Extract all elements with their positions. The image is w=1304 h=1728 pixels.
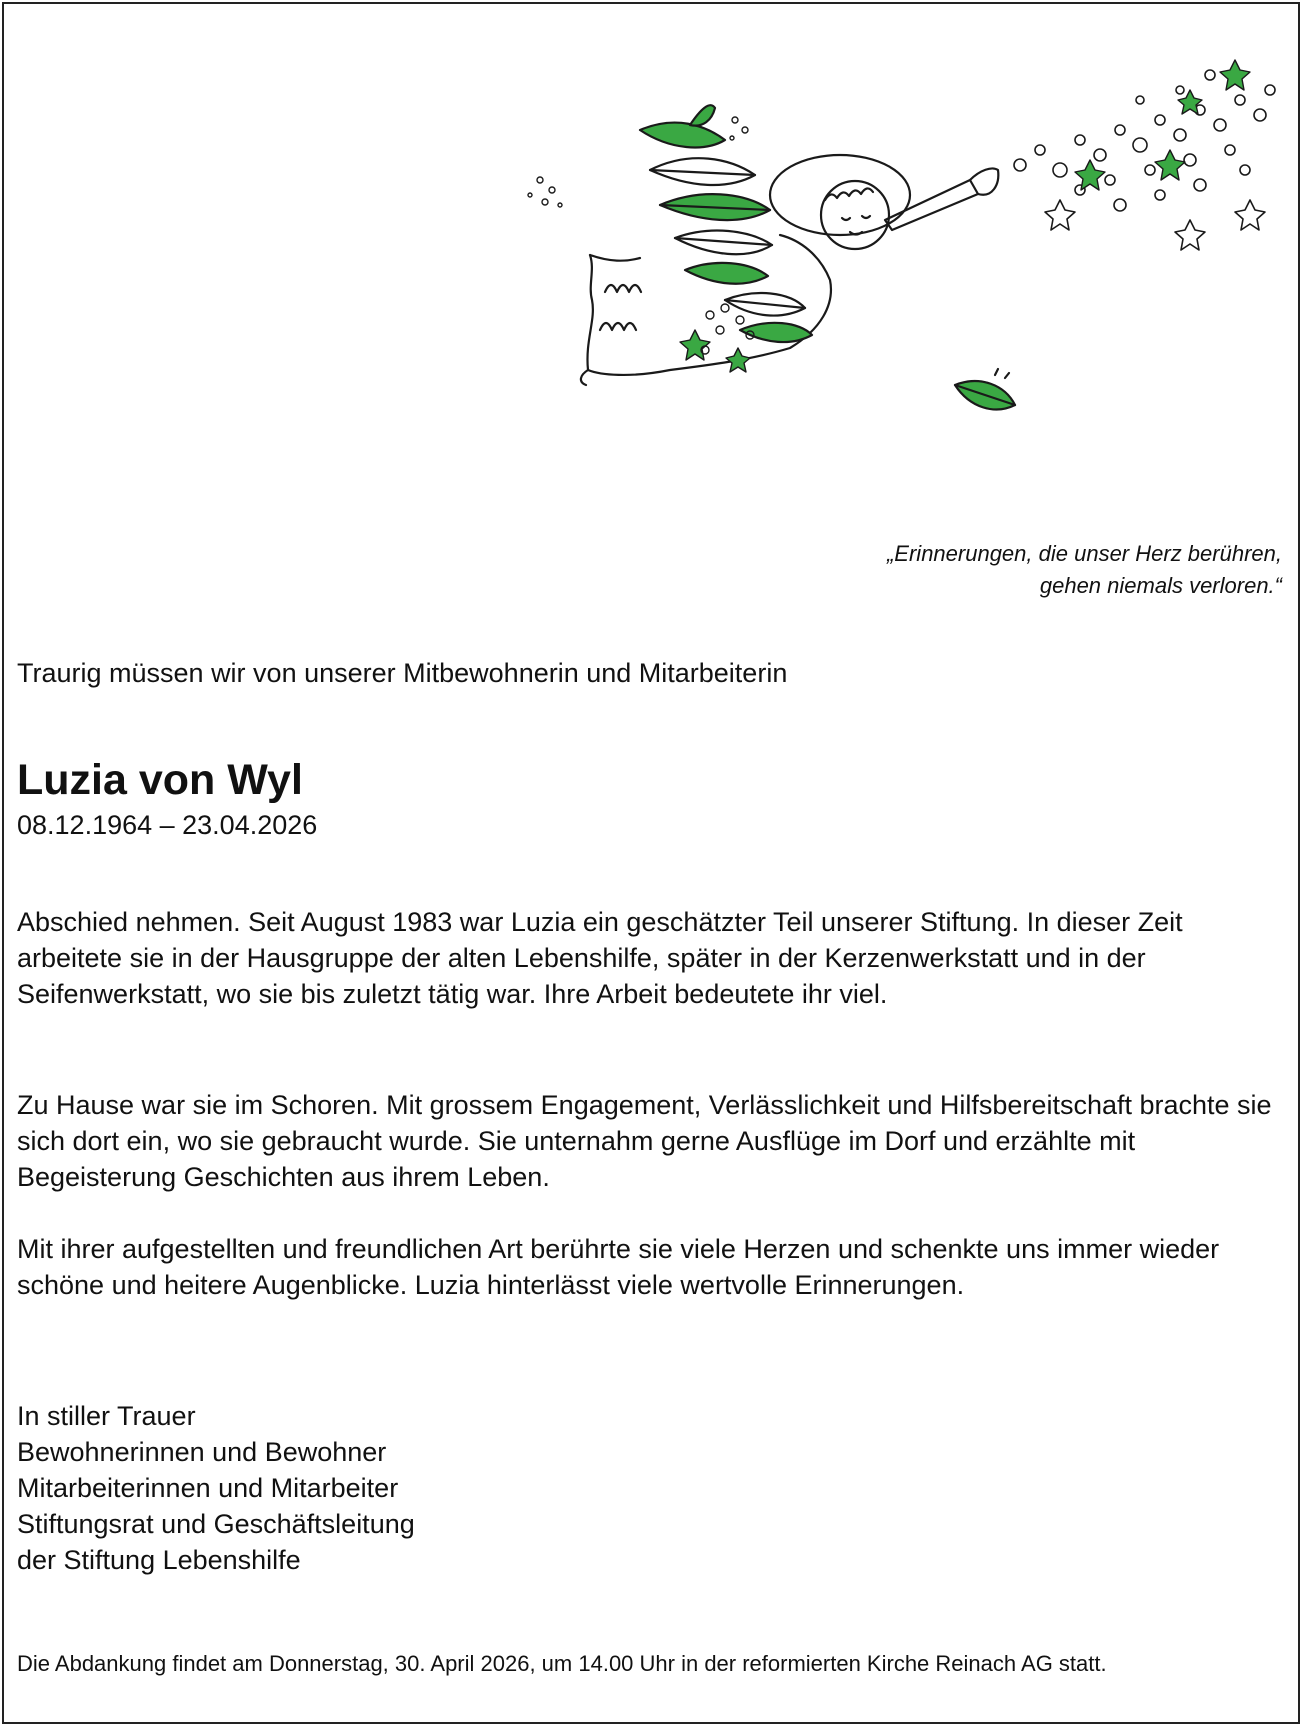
quote [582, 538, 1282, 602]
closing-line-2: Bewohnerinnen und Bewohner [17, 1437, 387, 1467]
closing-line-1: In stiller Trauer [17, 1401, 196, 1431]
wing-feathers [640, 105, 812, 342]
closing-line-5: der Stiftung Lebenshilfe [17, 1545, 301, 1575]
mourners-signature [17, 1398, 415, 1578]
closing-line-3: Mitarbeiterinnen und Mitarbeiter [17, 1473, 399, 1503]
paragraph-character: Mit ihrer aufgestellten und freundlichen Art berührte sie viele Herzen und schenkte uns immer wieder schöne und heitere Augenblicke. Luzia hinterlässt viele wertvolle Erinnerungen. [17, 1234, 1220, 1300]
star-cloud [1014, 70, 1275, 250]
paragraph-home: Zu Hause war sie im Schoren. Mit grossem Engagement, Verlässlichkeit und Hilfsbereitschaft brachte sie sich dort ein, wo sie gebraucht wurde. Sie unternahm gerne Ausflüge im Dorf und erzählte mit Begeisterung Geschichten aus ihrem Leben. [17, 1090, 1272, 1192]
quote-line-1: „Erinnerungen, die unser Herz berühren, [886, 541, 1282, 566]
quote-line-2: gehen niemals verloren.“ [1039, 573, 1282, 598]
closing-line-4: Stiftungsrat und Geschäftsleitung [17, 1509, 415, 1539]
paragraph-work: Abschied nehmen. Seit August 1983 war Luzia ein geschätzter Teil unserer Stiftung. In dieser Zeit arbeitete sie in der Hausgruppe der alten Lebenshilfe, später in der Kerzenwerkstatt und in der Seifenwerkstatt, wo sie bis zuletzt tätig war. Ihre Arbeit bedeutete ihr viel. [17, 907, 1183, 1009]
deceased-name: Luzia von Wyl [17, 756, 303, 804]
leaf-icon [955, 369, 1015, 409]
life-dates: 08.12.1964 – 23.04.2026 [17, 810, 318, 840]
angel-with-trumpet-drawing [500, 30, 1290, 480]
ceremony-notice: Die Abdankung findet am Donnerstag, 30. April 2026, um 14.00 Uhr in der reformierten Kirche Reinach AG statt. [17, 1651, 1107, 1676]
intro-text: Traurig müssen wir von unserer Mitbewohnerin und Mitarbeiterin [17, 658, 788, 688]
